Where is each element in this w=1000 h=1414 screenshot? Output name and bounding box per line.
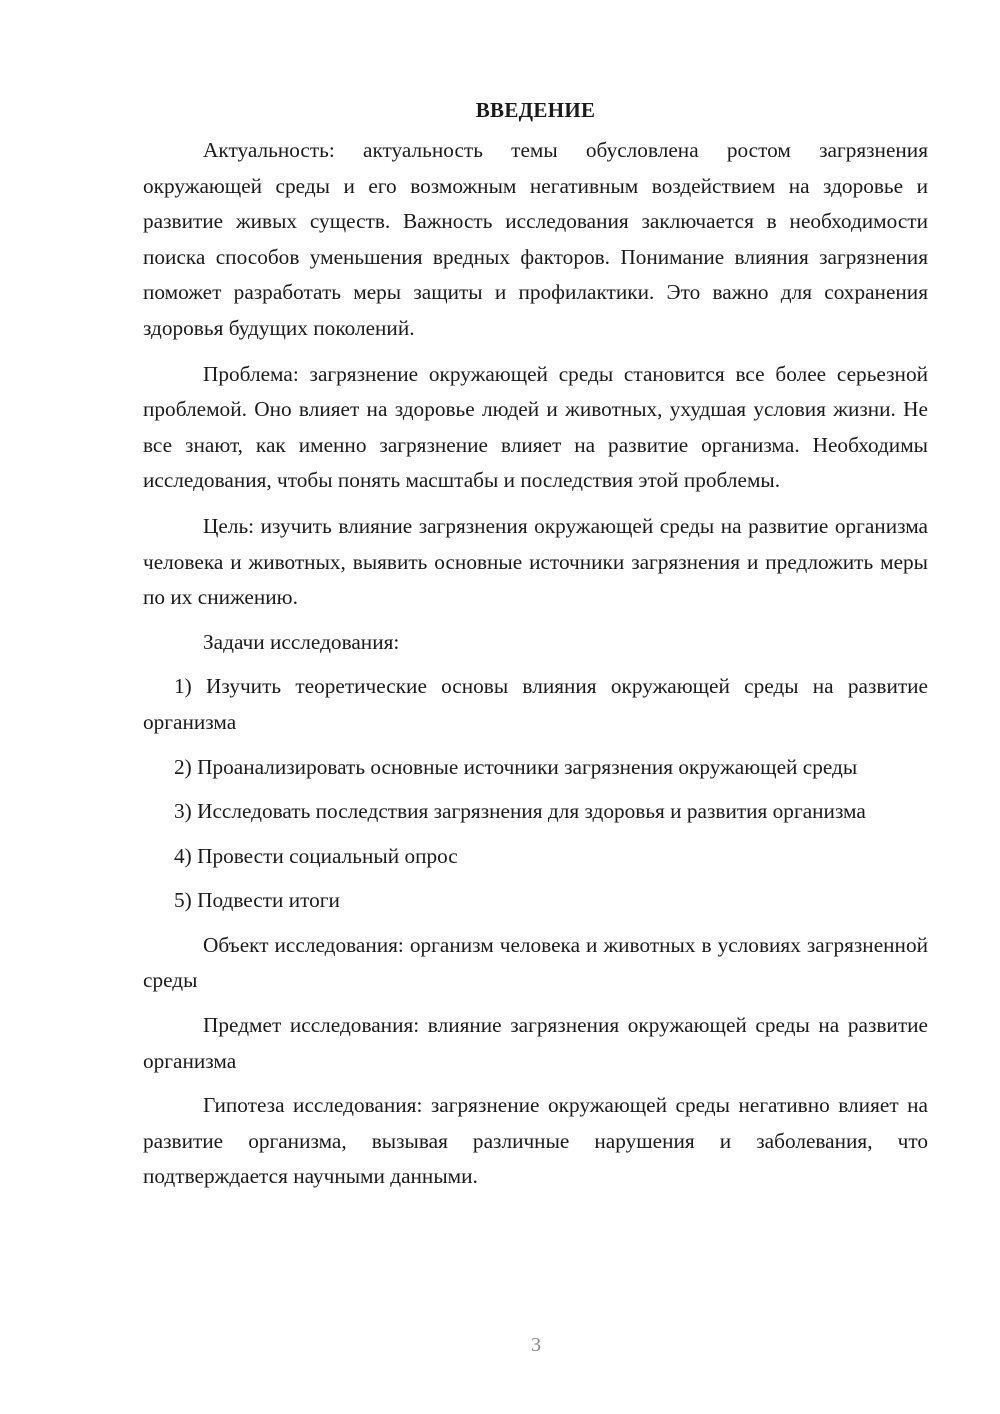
tasks-heading: Задачи исследования: <box>203 629 400 654</box>
task-item: 1) Изучить теоретические основы влияния окружающей среды на развитие организма <box>143 674 928 734</box>
subject-paragraph: Предмет исследования: влияние загрязнения окружающей среды на развитие организма <box>143 1013 928 1073</box>
object-paragraph: Объект исследования: организм человека и животных в условиях загрязненной среды <box>143 932 928 993</box>
task-item: 2) Проанализировать основные источники загрязнения окружающей среды <box>174 754 858 779</box>
task-item: 5) Подвести итоги <box>174 888 340 913</box>
hypothesis-paragraph: Гипотеза исследования: загрязнение окружающей среды негативно влияет на развитие организма, вызывая различные нарушения и заболевания, что подтверждается научными данными. <box>143 1093 928 1189</box>
relevance-paragraph: Актуальность: актуальность темы обусловлена ростом загрязнения окружающей среды и его возможным негативным воздействием на здоровье и развитие живых существ. Важность исследования заключается в необходимости поиска способов уменьшения вредных факторов. Понимание влияния загрязнения поможет разработать меры защиты и профилактики. Это важно для сохранения здоровья будущих поколений. <box>143 138 928 340</box>
task-item: 4) Провести социальный опрос <box>174 843 458 868</box>
section-title: ВВЕДЕНИЕ <box>475 98 596 122</box>
goal-paragraph: Цель: изучить влияние загрязнения окружающей среды на развитие организма человека и животных, выявить основные источники загрязнения и предложить меры по их снижению. <box>143 513 928 610</box>
problem-paragraph: Проблема: загрязнение окружающей среды становится все более серьезной проблемой. Оно влияет на здоровье людей и животных, ухудшая условия жизни. Не все знают, как именно загрязнение влияет на развитие организма. Необходимы исследования, чтобы понять масштабы и последствия этой проблемы. <box>143 361 928 493</box>
task-item: 3) Исследовать последствия загрязнения для здоровья и развития организма <box>174 799 866 824</box>
document-page <box>143 96 928 1195</box>
page-number: 3 <box>531 1334 541 1356</box>
